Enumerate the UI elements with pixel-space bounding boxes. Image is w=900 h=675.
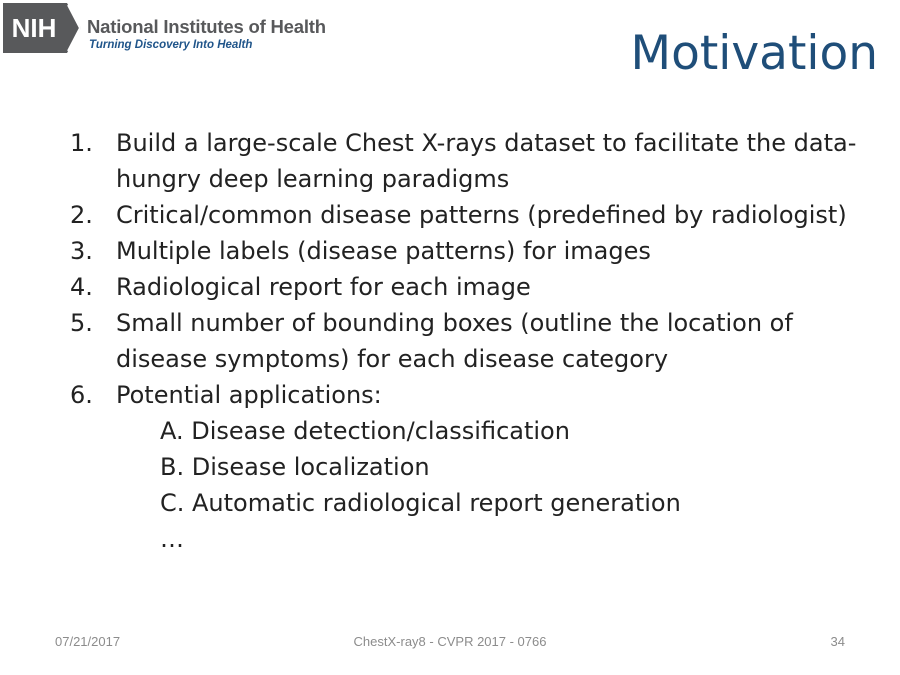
footer-page-number: 34 [830,634,845,649]
list-number: 2. [70,201,93,229]
sub-item: B. Disease localization [160,453,430,481]
list-number: 3. [70,237,93,265]
list-item [70,305,870,377]
list-number: 5. [70,309,93,337]
list-number: 1. [70,129,93,157]
list-text: Radiological report for each image [116,273,531,301]
list-item [70,233,870,269]
footer-date: 07/21/2017 [55,634,121,649]
list-item [70,377,870,413]
list-text: Multiple labels (disease patterns) for images [116,237,651,265]
footer-center: ChestX-ray8 - CVPR 2017 - 0766 [353,634,547,649]
nih-logo-mark-icon [3,3,83,53]
list-item [70,197,870,233]
list-text: Build a large-scale Chest X-rays dataset to facilitate the data-hungry deep learning paradigms [116,129,857,193]
list-text: Critical/common disease patterns (predefined by radiologist) [116,201,847,229]
list-item [70,125,870,197]
nih-logo-mark-text: NIH [11,13,57,43]
list-text: Potential applications: [116,381,382,409]
nih-logo [3,3,333,53]
list-number: 4. [70,273,93,301]
slide-body [70,125,870,557]
slide-title: Motivation [630,26,878,81]
sub-item-ellipsis: … [160,525,184,553]
sub-item: A. Disease detection/classification [160,417,570,445]
sub-item: C. Automatic radiological report generation [160,489,681,517]
list-item [70,269,870,305]
nih-tagline: Turning Discovery Into Health [89,39,253,51]
nih-wordmark: National Institutes of Health [87,16,326,37]
list-number: 6. [70,381,93,409]
list-text: Small number of bounding boxes (outline the location of disease symptoms) for each disease category [116,309,793,373]
